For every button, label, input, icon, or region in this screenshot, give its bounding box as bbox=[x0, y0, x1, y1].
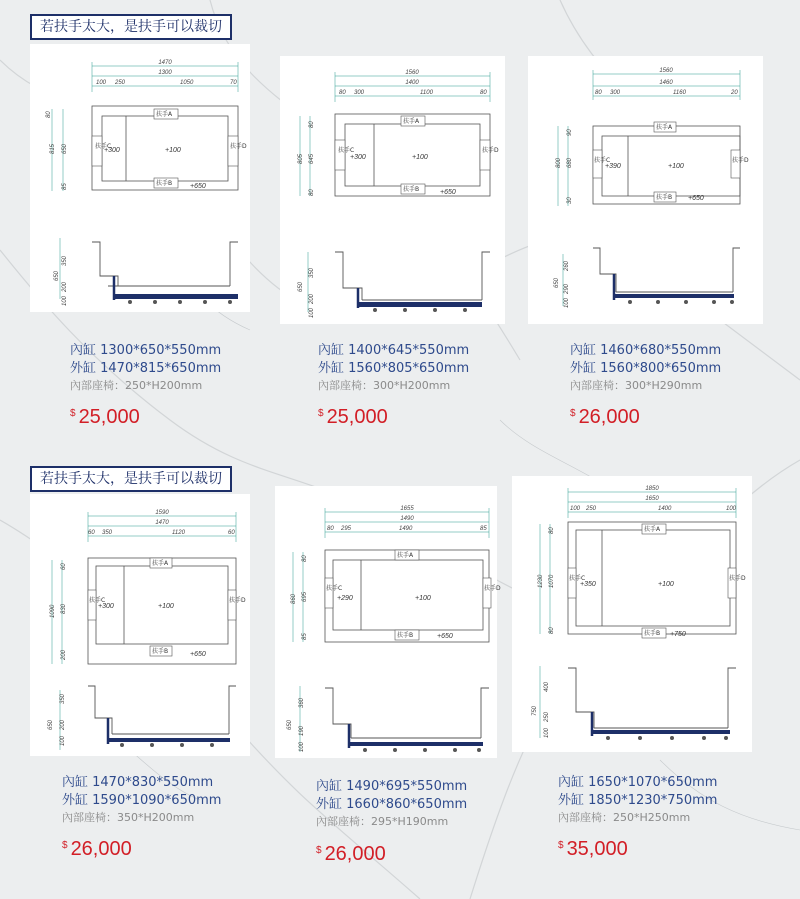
outer-dimensions: 外缸 1590*1090*650mm bbox=[62, 793, 222, 808]
price-amount: 25,000 bbox=[78, 406, 140, 428]
dim-seg2: 250 bbox=[586, 506, 597, 512]
inner-dimensions: 內缸 1650*1070*650mm bbox=[558, 775, 718, 790]
outer-dimensions: 外缸 1850*1230*750mm bbox=[558, 793, 718, 808]
currency-symbol: $ bbox=[62, 840, 68, 851]
floor-level: +100 bbox=[668, 163, 684, 170]
outer-dimensions: 外缸 1560*800*650mm bbox=[570, 361, 722, 376]
product-specs-5 bbox=[316, 778, 467, 830]
floor-level: +100 bbox=[158, 603, 174, 610]
armrest-b: 扶手B bbox=[656, 194, 673, 201]
dim-side-total: 860 bbox=[291, 593, 297, 604]
dim-seg1: 100 bbox=[570, 506, 581, 512]
dim-seg3: 1160 bbox=[673, 90, 686, 96]
rim-level: +650 bbox=[190, 183, 206, 190]
seat-level: +300 bbox=[98, 603, 114, 610]
dim-seg3: 1100 bbox=[420, 90, 433, 96]
dim-side2: 695 bbox=[302, 591, 308, 602]
armrest-a: 扶手A bbox=[644, 526, 661, 533]
seat-level: +300 bbox=[350, 154, 366, 161]
sec-side4: 100 bbox=[544, 727, 550, 738]
dim-side2: 650 bbox=[62, 143, 68, 154]
seat-level: +290 bbox=[337, 595, 353, 602]
sec-side4: 100 bbox=[299, 741, 305, 752]
dim-seg1: 100 bbox=[96, 80, 107, 86]
armrest-d: 扶手D bbox=[230, 143, 247, 150]
dim-top2: 1400 bbox=[405, 80, 419, 86]
sec-side1: 650 bbox=[54, 270, 60, 281]
dim-side1: 80 bbox=[302, 555, 308, 562]
floor-level: +100 bbox=[415, 595, 431, 602]
tub-drawing-1 bbox=[30, 44, 250, 312]
product-card-5 bbox=[275, 486, 501, 758]
rim-level: +650 bbox=[440, 189, 456, 196]
armrest-d: 扶手D bbox=[484, 585, 501, 592]
outer-dimensions: 外缸 1470*815*650mm bbox=[70, 361, 222, 376]
inner-dimensions: 內缸 1400*645*550mm bbox=[318, 343, 470, 358]
dim-top2: 1460 bbox=[659, 80, 673, 86]
armrest-c: 扶手C bbox=[89, 597, 106, 604]
product-card-3 bbox=[528, 56, 763, 324]
dim-seg3: 1490 bbox=[399, 526, 413, 532]
inner-dimensions: 內缸 1300*650*550mm bbox=[70, 343, 222, 358]
dim-side2: 830 bbox=[61, 603, 67, 614]
dim-side1: 80 bbox=[549, 527, 555, 534]
armrest-b: 扶手B bbox=[403, 186, 420, 193]
dim-seg3: 1050 bbox=[180, 80, 194, 86]
sec-side2: 360 bbox=[299, 697, 305, 708]
armrest-a: 扶手A bbox=[156, 111, 173, 118]
currency-symbol: $ bbox=[570, 408, 576, 419]
price-5 bbox=[316, 843, 386, 866]
price-3 bbox=[570, 406, 640, 429]
armrest-d: 扶手D bbox=[229, 597, 246, 604]
product-specs-2 bbox=[318, 342, 469, 394]
section-notice-bottom: 若扶手太大，是扶手可以裁切 bbox=[30, 466, 232, 492]
armrest-c: 扶手C bbox=[594, 157, 611, 164]
armrest-a: 扶手A bbox=[403, 118, 420, 125]
dim-top2: 1490 bbox=[400, 516, 414, 522]
sec-side2: 350 bbox=[309, 267, 315, 278]
sec-side2: 260 bbox=[564, 260, 570, 271]
dim-side1: 80 bbox=[309, 121, 315, 128]
outer-dimensions: 外缸 1560*805*650mm bbox=[318, 361, 470, 376]
product-card-1 bbox=[30, 44, 250, 312]
sec-side4: 100 bbox=[309, 307, 315, 318]
dim-side-total: 1090 bbox=[50, 604, 56, 618]
floor-level: +100 bbox=[658, 581, 674, 588]
dim-side1: 90 bbox=[567, 129, 573, 136]
dim-side-total: 800 bbox=[556, 157, 562, 168]
armrest-a: 扶手A bbox=[397, 552, 414, 559]
dim-top2: 1300 bbox=[158, 70, 172, 76]
product-specs-4 bbox=[62, 774, 221, 826]
sec-side1: 650 bbox=[554, 277, 560, 288]
dim-side3: 85 bbox=[302, 633, 308, 640]
price-amount: 26,000 bbox=[324, 843, 386, 865]
seat-level: +390 bbox=[605, 163, 621, 170]
dim-seg2: 295 bbox=[341, 526, 352, 532]
sec-side2: 400 bbox=[544, 681, 550, 692]
product-card-6 bbox=[512, 476, 752, 752]
dim-seg1: 60 bbox=[88, 530, 95, 536]
tub-drawing-4 bbox=[30, 494, 250, 756]
dim-seg4: 20 bbox=[731, 90, 738, 96]
dim-seg2: 300 bbox=[354, 90, 365, 96]
seat-dimensions: 內部座椅：300*H290mm bbox=[570, 379, 703, 392]
seat-dimensions: 內部座椅：300*H200mm bbox=[318, 379, 451, 392]
dim-seg1: 80 bbox=[327, 526, 334, 532]
price-amount: 26,000 bbox=[70, 838, 132, 860]
price-amount: 26,000 bbox=[578, 406, 640, 428]
sec-side3: 200 bbox=[309, 293, 315, 304]
dim-side-total: 1230 bbox=[538, 574, 544, 588]
dim-side2: 680 bbox=[567, 157, 573, 168]
sec-side4: 100 bbox=[60, 735, 66, 746]
dim-side1: 60 bbox=[61, 563, 67, 570]
currency-symbol: $ bbox=[318, 408, 324, 419]
dim-top1: 1560 bbox=[659, 68, 673, 74]
armrest-b: 扶手B bbox=[397, 632, 414, 639]
outer-dimensions: 外缸 1660*860*650mm bbox=[316, 797, 468, 812]
tub-drawing-3 bbox=[528, 56, 763, 324]
dim-top1: 1655 bbox=[400, 506, 414, 512]
dim-side3: 80 bbox=[309, 189, 315, 196]
dim-seg2: 250 bbox=[115, 80, 126, 86]
price-amount: 25,000 bbox=[326, 406, 388, 428]
armrest-d: 扶手D bbox=[482, 147, 499, 154]
product-specs-6 bbox=[558, 774, 717, 826]
product-card-2 bbox=[280, 56, 505, 324]
dim-top1: 1470 bbox=[158, 60, 172, 66]
rim-level: +750 bbox=[670, 631, 686, 638]
dim-top1: 1560 bbox=[405, 70, 419, 76]
dim-seg4: 100 bbox=[726, 506, 737, 512]
armrest-a: 扶手A bbox=[152, 560, 169, 567]
dim-side-total: 815 bbox=[50, 143, 56, 154]
inner-dimensions: 內缸 1490*695*550mm bbox=[316, 779, 468, 794]
dim-seg4: 70 bbox=[230, 80, 237, 86]
currency-symbol: $ bbox=[558, 840, 564, 851]
price-1 bbox=[70, 406, 140, 429]
price-2 bbox=[318, 406, 388, 429]
inner-dimensions: 內缸 1470*830*550mm bbox=[62, 775, 214, 790]
dim-side3: 80 bbox=[549, 627, 555, 634]
dim-seg3: 1400 bbox=[658, 506, 672, 512]
seat-level: +350 bbox=[580, 581, 596, 588]
product-specs-3 bbox=[570, 342, 721, 394]
sec-side3: 200 bbox=[62, 281, 68, 292]
sec-side3: 200 bbox=[60, 719, 66, 730]
section-notice-top: 若扶手太大，是扶手可以裁切 bbox=[30, 14, 232, 40]
rim-level: +650 bbox=[190, 651, 206, 658]
sec-side1: 650 bbox=[48, 719, 54, 730]
rim-level: +650 bbox=[437, 633, 453, 640]
armrest-c: 扶手C bbox=[95, 143, 112, 150]
dim-seg4: 60 bbox=[228, 530, 235, 536]
armrest-b: 扶手B bbox=[152, 648, 169, 655]
sec-side3: 250 bbox=[544, 711, 550, 722]
seat-dimensions: 內部座椅：250*H200mm bbox=[70, 379, 203, 392]
product-card-4 bbox=[30, 494, 250, 756]
dim-side3: 85 bbox=[62, 183, 68, 190]
sec-side2: 350 bbox=[62, 255, 68, 266]
seat-dimensions: 內部座椅：250*H250mm bbox=[558, 811, 691, 824]
currency-symbol: $ bbox=[316, 845, 322, 856]
armrest-b: 扶手B bbox=[156, 180, 173, 187]
sec-side2: 350 bbox=[60, 693, 66, 704]
sec-side4: 100 bbox=[564, 297, 570, 308]
inner-dimensions: 內缸 1460*680*550mm bbox=[570, 343, 722, 358]
tub-drawing-5 bbox=[275, 486, 501, 758]
dim-seg4: 80 bbox=[480, 90, 487, 96]
price-4 bbox=[62, 838, 132, 861]
seat-dimensions: 內部座椅：295*H190mm bbox=[316, 815, 449, 828]
currency-symbol: $ bbox=[70, 408, 76, 419]
tub-drawing-2 bbox=[280, 56, 505, 324]
dim-seg1: 80 bbox=[595, 90, 602, 96]
sec-side4: 100 bbox=[62, 295, 68, 306]
dim-side-total: 805 bbox=[298, 153, 304, 164]
sec-side3: 190 bbox=[299, 725, 305, 736]
dim-side2: 1070 bbox=[549, 574, 555, 588]
armrest-d: 扶手D bbox=[729, 575, 746, 582]
price-amount: 35,000 bbox=[566, 838, 628, 860]
armrest-c: 扶手C bbox=[338, 147, 355, 154]
dim-side3: 200 bbox=[61, 649, 67, 660]
dim-seg3: 1120 bbox=[172, 530, 185, 536]
dim-side3: 30 bbox=[567, 197, 573, 204]
armrest-c: 扶手C bbox=[569, 575, 586, 582]
price-6 bbox=[558, 838, 628, 861]
armrest-a: 扶手A bbox=[656, 124, 673, 131]
sec-side1: 650 bbox=[298, 281, 304, 292]
floor-level: +100 bbox=[165, 147, 181, 154]
dim-top1: 1590 bbox=[155, 510, 169, 516]
dim-side2: 645 bbox=[309, 153, 315, 164]
sec-side1: 650 bbox=[287, 719, 293, 730]
armrest-c: 扶手C bbox=[326, 585, 343, 592]
rim-level: +650 bbox=[688, 195, 704, 202]
dim-side1: 80 bbox=[46, 111, 52, 118]
dim-top2: 1470 bbox=[155, 520, 169, 526]
dim-top1: 1850 bbox=[645, 486, 659, 492]
sec-side1: 750 bbox=[532, 705, 538, 716]
product-specs-1 bbox=[70, 342, 221, 394]
dim-top2: 1650 bbox=[645, 496, 659, 502]
seat-level: +300 bbox=[104, 147, 120, 154]
armrest-b: 扶手B bbox=[644, 630, 661, 637]
dim-seg2: 300 bbox=[610, 90, 621, 96]
dim-seg2: 350 bbox=[102, 530, 113, 536]
dim-seg4: 85 bbox=[480, 526, 487, 532]
tub-drawing-6 bbox=[512, 476, 752, 752]
dim-seg1: 80 bbox=[339, 90, 346, 96]
sec-side3: 290 bbox=[564, 283, 570, 294]
armrest-d: 扶手D bbox=[732, 157, 749, 164]
floor-level: +100 bbox=[412, 154, 428, 161]
seat-dimensions: 內部座椅：350*H200mm bbox=[62, 811, 195, 824]
